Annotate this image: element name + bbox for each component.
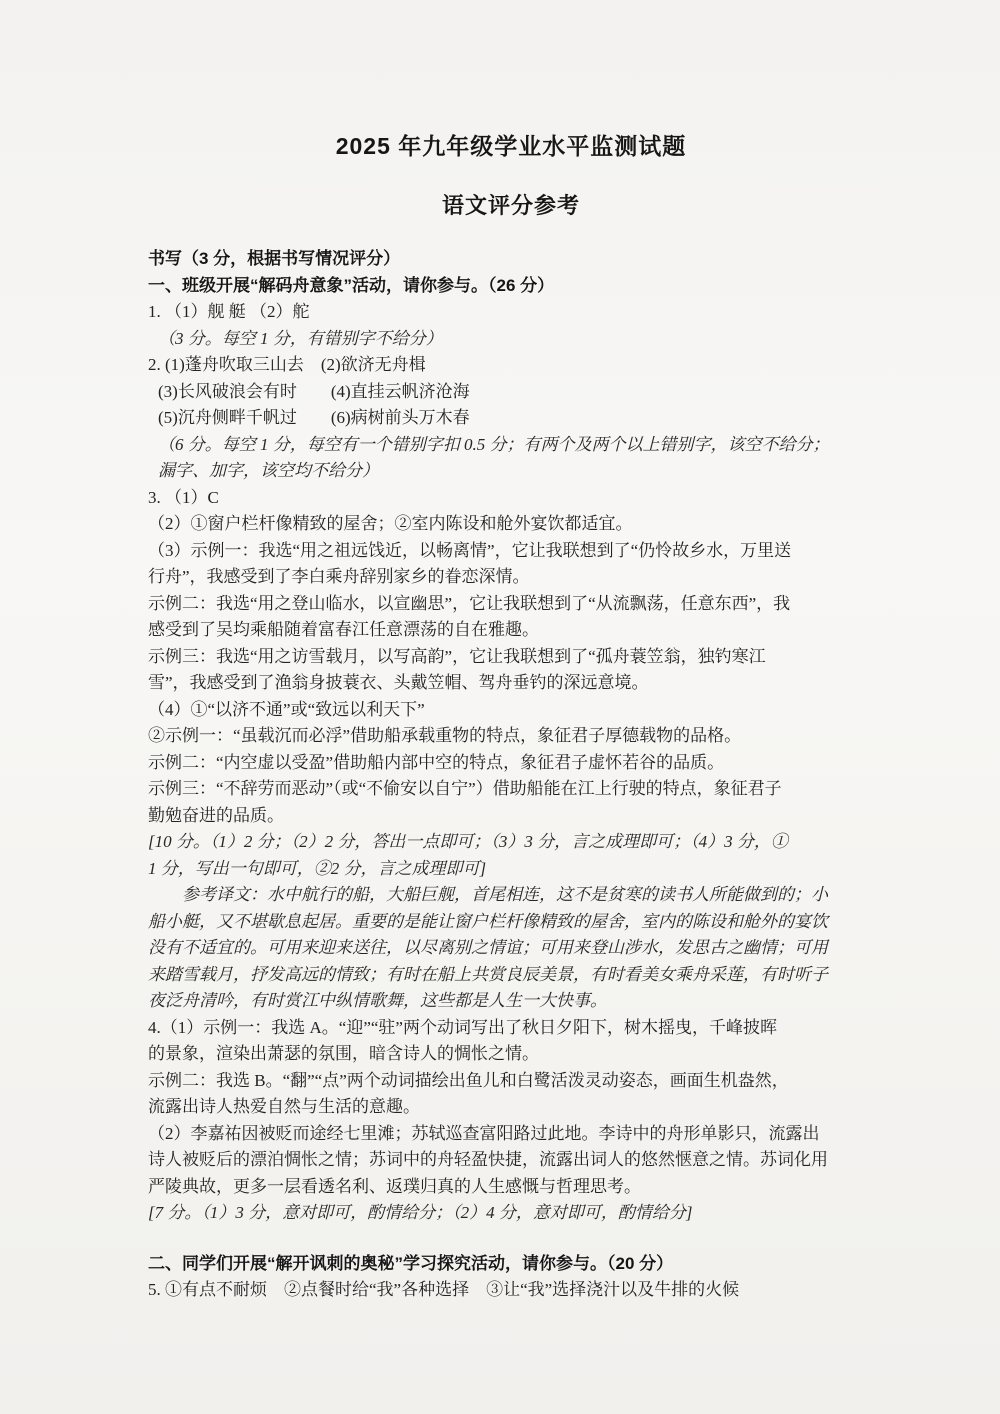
document-lines (148, 246, 874, 1304)
text-line: [10 分。（1）2 分；（2）2 分，答出一点即可；（3）3 分，言之成理即可；（4）3 分，① (148, 832, 788, 851)
text-line: ②示例一：“虽载沉而必浮”借助船承载重物的特点，象征君子厚德载物的品格。 (148, 726, 742, 745)
text-line: 行舟”，我感受到了李白乘舟辞别家乡的眷恋深情。 (148, 567, 530, 586)
text-line: （6 分。每空 1 分，每空有一个错别字扣 0.5 分；有两个及两个以上错别字，该空不给分； (158, 434, 830, 454)
text-line: 船小艇，又不堪歇息起居。重要的是能让窗户栏杆像精致的屋舍，室内的陈设和舱外的宴饮 (148, 911, 828, 931)
text-line: 漏字、加字，该空均不给分） (158, 461, 379, 480)
text-line: 流露出诗人热爱自然与生活的意趣。 (148, 1097, 420, 1116)
text-line: 诗人被贬后的漂泊惆怅之情；苏词中的舟轻盈快捷，流露出词人的悠然惬意之情。苏词化用 (148, 1150, 828, 1169)
text-line: 没有不适宜的。可用来迎来送往，以尽离别之情谊；可用来登山涉水，发思古之幽情；可用 (148, 938, 828, 957)
text-line: 书写（3 分，根据书写情况评分） (148, 249, 401, 268)
text-line: (3)长风破浪会有时 (4)直挂云帆济沧海 (158, 381, 470, 401)
text-line: 4.（1）示例一：我选 A。“迎”“驻”两个动词写出了秋日夕阳下，树木摇曳，千峰披晖 (148, 1017, 777, 1037)
blank-line (148, 1227, 874, 1251)
text-line: （3 分。每空 1 分，有错别字不给分） (158, 328, 443, 348)
text-line: 雪”，我感受到了渔翁身披蓑衣、头戴笠帽、驾舟垂钓的深远意境。 (148, 673, 649, 692)
document-subtitle: 语文评分参考 (441, 193, 580, 218)
text-line: 一、班级开展“解码舟意象”活动，请你参与。（26 分） (148, 275, 555, 295)
text-line: 示例三：“不辞劳而恶动”（或“不偷安以自宁”）借助船能在江上行驶的特点，象征君子 (148, 779, 782, 798)
text-line: （2）李嘉祐因被贬而途经七里滩；苏轼巡查富阳路过此地。李诗中的舟形单影只，流露出 (148, 1123, 820, 1143)
text-line: 二、同学们开展“解开讽刺的奥秘”学习探究活动，请你参与。（20 分） (148, 1253, 674, 1273)
text-line: 的景象，渲染出萧瑟的氛围，暗含诗人的惆怅之情。 (148, 1044, 539, 1063)
text-line: 勤勉奋进的品质。 (148, 805, 284, 825)
text-line: 5. ①有点不耐烦 ②点餐时给“我”各种选择 ③让“我”选择浇汁以及牛排的火候 (148, 1280, 740, 1299)
text-line: 3. （1）C (148, 487, 219, 507)
text-line: 夜泛舟清吟，有时赏江中纵情歌舞，这些都是人生一大快事。 (148, 991, 607, 1010)
text-line: 1 分，写出一句即可，②2 分，言之成理即可] (148, 858, 487, 878)
text-line: 示例二：我选 B。“翻”“点”两个动词描绘出鱼儿和白鹭活泼灵动姿态，画面生机盎然， (148, 1070, 789, 1090)
text-line: （4）①“以济不通”或“致远以利天下” (148, 699, 425, 719)
text-line: 严陵典故，更多一层看透名利、返璞归真的人生感慨与哲理思考。 (148, 1176, 641, 1196)
text-line: 参考译文：水中航行的船，大船巨舰，首尾相连，这不是贫寒的读书人所能做到的；小 (182, 885, 828, 904)
text-line: 1. （1）舰 艇 （2）舵 (148, 302, 310, 321)
text-line: 2. (1)蓬舟吹取三山去 (2)欲济无舟楫 (148, 355, 426, 374)
text-line: 示例二：“内空虚以受盈”借助船内部中空的特点，象征君子虚怀若谷的品质。 (148, 752, 725, 772)
text-line: （3）示例一：我选“用之祖远饯近，以畅离情”，它让我联想到了“仍怜故乡水，万里送 (148, 540, 792, 560)
text-line: （2）①窗户栏杆像精致的屋舍；②室内陈设和舱外宴饮都适宜。 (148, 514, 633, 533)
text-line: 示例二：我选“用之登山临水，以宣幽思”，它让我联想到了“从流飘荡，任意东西”，我 (148, 593, 791, 613)
text-line: 来踏雪载月，抒发高远的情致；有时在船上共赏良辰美景，有时看美女乘舟采莲，有时听子 (148, 964, 828, 984)
text-line: (5)沉舟侧畔千帆过 (6)病树前头万木春 (158, 408, 470, 427)
text-line: [7 分。（1）3 分，意对即可，酌情给分；（2）4 分，意对即可，酌情给分] (148, 1203, 693, 1222)
text-line: 感受到了吴均乘船随着富春江任意漂荡的自在雅趣。 (148, 620, 539, 639)
text-line: 示例三：我选“用之访雪载月，以写高韵”，它让我联想到了“孤舟蓑笠翁，独钓寒江 (148, 646, 766, 666)
document-title: 2025 年九年级学业水平监测试题 (335, 133, 687, 159)
